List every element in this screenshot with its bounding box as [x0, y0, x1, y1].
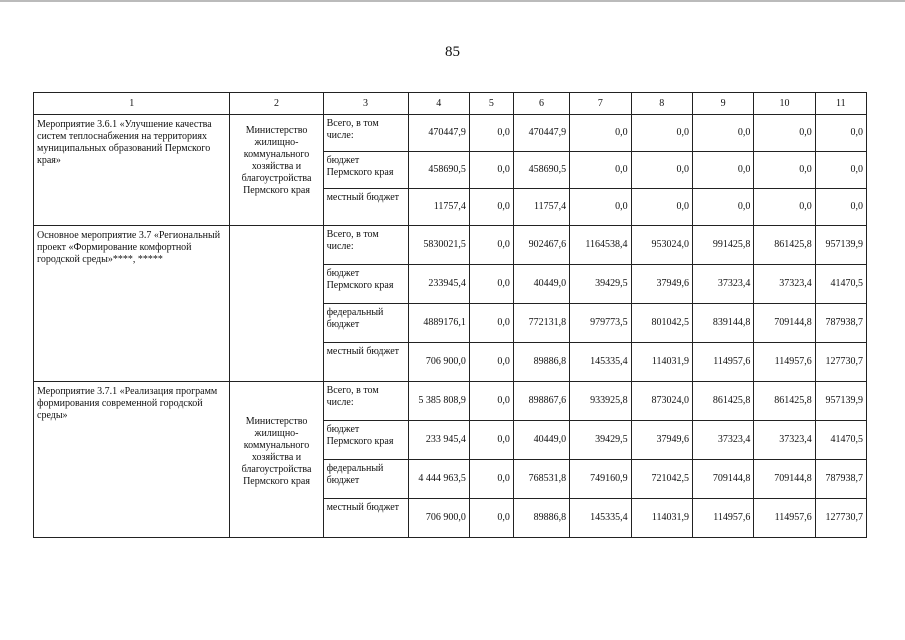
- value-cell: 953024,0: [631, 226, 692, 265]
- activity-name: Основное мероприятие 3.7 «Региональный проект «Формирование комфортной городской среды»****, *****: [34, 226, 230, 382]
- value-cell: 39429,5: [570, 265, 631, 304]
- value-cell: 0,0: [469, 304, 513, 343]
- activity-name: Мероприятие 3.6.1 «Улучшение качества систем теплоснабжения на территориях муниципальных образований Пермского края»: [34, 115, 230, 226]
- value-cell: 709144,8: [754, 304, 815, 343]
- value-cell: 114031,9: [631, 499, 692, 538]
- funding-source: бюджет Пермского края: [323, 265, 408, 304]
- value-cell: 861425,8: [754, 382, 815, 421]
- page-number: 85: [445, 44, 460, 60]
- value-cell: 787938,7: [815, 460, 866, 499]
- value-cell: 0,0: [469, 189, 513, 226]
- value-cell: 749160,9: [570, 460, 631, 499]
- activity-name: Мероприятие 3.7.1 «Реализация программ формирования современной городской среды»: [34, 382, 230, 538]
- value-cell: 991425,8: [692, 226, 753, 265]
- value-cell: 127730,7: [815, 343, 866, 382]
- value-cell: 706 900,0: [408, 343, 469, 382]
- value-cell: 0,0: [815, 152, 866, 189]
- value-cell: 40449,0: [513, 265, 569, 304]
- value-cell: 145335,4: [570, 343, 631, 382]
- value-cell: 0,0: [692, 189, 753, 226]
- value-cell: 40449,0: [513, 421, 569, 460]
- value-cell: 839144,8: [692, 304, 753, 343]
- value-cell: 233 945,4: [408, 421, 469, 460]
- funding-source: бюджет Пермского края: [323, 152, 408, 189]
- value-cell: 89886,8: [513, 343, 569, 382]
- value-cell: 0,0: [469, 115, 513, 152]
- value-cell: 145335,4: [570, 499, 631, 538]
- value-cell: 37323,4: [754, 421, 815, 460]
- value-cell: 5830021,5: [408, 226, 469, 265]
- funding-source: местный бюджет: [323, 343, 408, 382]
- value-cell: 0,0: [469, 226, 513, 265]
- header-row: [34, 93, 867, 115]
- value-cell: 709144,8: [692, 460, 753, 499]
- value-cell: 787938,7: [815, 304, 866, 343]
- column-header: 4: [408, 93, 469, 115]
- value-cell: 898867,6: [513, 382, 569, 421]
- funding-source: федеральный бюджет: [323, 460, 408, 499]
- value-cell: 768531,8: [513, 460, 569, 499]
- funding-source: бюджет Пермского края: [323, 421, 408, 460]
- value-cell: 0,0: [570, 115, 631, 152]
- funding-source: Всего, в том числе:: [323, 115, 408, 152]
- value-cell: 1164538,4: [570, 226, 631, 265]
- value-cell: 902467,6: [513, 226, 569, 265]
- column-header: 11: [815, 93, 866, 115]
- value-cell: 37949,6: [631, 265, 692, 304]
- column-header: 3: [323, 93, 408, 115]
- value-cell: 706 900,0: [408, 499, 469, 538]
- value-cell: 0,0: [692, 152, 753, 189]
- value-cell: 114957,6: [692, 343, 753, 382]
- value-cell: 39429,5: [570, 421, 631, 460]
- value-cell: 114957,6: [692, 499, 753, 538]
- page-top-edge: [0, 0, 905, 2]
- column-header: 8: [631, 93, 692, 115]
- value-cell: 709144,8: [754, 460, 815, 499]
- table-row: [34, 226, 867, 265]
- value-cell: 37323,4: [692, 265, 753, 304]
- column-header: 1: [34, 93, 230, 115]
- value-cell: 0,0: [815, 189, 866, 226]
- column-header: 9: [692, 93, 753, 115]
- value-cell: 470447,9: [408, 115, 469, 152]
- funding-source: местный бюджет: [323, 499, 408, 538]
- value-cell: 37323,4: [692, 421, 753, 460]
- value-cell: 861425,8: [692, 382, 753, 421]
- value-cell: 801042,5: [631, 304, 692, 343]
- value-cell: 0,0: [754, 189, 815, 226]
- funding-source: федеральный бюджет: [323, 304, 408, 343]
- value-cell: 0,0: [570, 152, 631, 189]
- table-row: [34, 382, 867, 421]
- value-cell: 873024,0: [631, 382, 692, 421]
- value-cell: 0,0: [754, 152, 815, 189]
- value-cell: 4 444 963,5: [408, 460, 469, 499]
- value-cell: 114957,6: [754, 343, 815, 382]
- value-cell: 957139,9: [815, 226, 866, 265]
- value-cell: 957139,9: [815, 382, 866, 421]
- value-cell: 89886,8: [513, 499, 569, 538]
- value-cell: 0,0: [631, 115, 692, 152]
- value-cell: 0,0: [754, 115, 815, 152]
- value-cell: 0,0: [631, 152, 692, 189]
- funding-source: Всего, в том числе:: [323, 382, 408, 421]
- value-cell: 5 385 808,9: [408, 382, 469, 421]
- column-header: 6: [513, 93, 569, 115]
- value-cell: 0,0: [469, 460, 513, 499]
- funding-source: местный бюджет: [323, 189, 408, 226]
- value-cell: 861425,8: [754, 226, 815, 265]
- value-cell: 11757,4: [513, 189, 569, 226]
- value-cell: 0,0: [469, 421, 513, 460]
- responsible-agency: Министерство жилищно-коммунального хозяйства и благоустройства Пермского края: [230, 382, 323, 538]
- funding-source: Всего, в том числе:: [323, 226, 408, 265]
- value-cell: 127730,7: [815, 499, 866, 538]
- column-header: 2: [230, 93, 323, 115]
- value-cell: 0,0: [469, 382, 513, 421]
- value-cell: 0,0: [631, 189, 692, 226]
- budget-table: [33, 92, 867, 538]
- value-cell: 233945,4: [408, 265, 469, 304]
- value-cell: 114957,6: [754, 499, 815, 538]
- value-cell: 114031,9: [631, 343, 692, 382]
- value-cell: 41470,5: [815, 265, 866, 304]
- value-cell: 0,0: [469, 343, 513, 382]
- value-cell: 0,0: [469, 499, 513, 538]
- column-header: 5: [469, 93, 513, 115]
- value-cell: 0,0: [692, 115, 753, 152]
- value-cell: 721042,5: [631, 460, 692, 499]
- responsible-agency: [230, 226, 323, 382]
- value-cell: 37323,4: [754, 265, 815, 304]
- value-cell: 0,0: [469, 152, 513, 189]
- value-cell: 458690,5: [513, 152, 569, 189]
- value-cell: 772131,8: [513, 304, 569, 343]
- value-cell: 458690,5: [408, 152, 469, 189]
- value-cell: 0,0: [570, 189, 631, 226]
- value-cell: 41470,5: [815, 421, 866, 460]
- value-cell: 470447,9: [513, 115, 569, 152]
- column-header: 10: [754, 93, 815, 115]
- value-cell: 37949,6: [631, 421, 692, 460]
- responsible-agency: Министерство жилищно-коммунального хозяйства и благоустройства Пермского края: [230, 115, 323, 226]
- value-cell: 0,0: [469, 265, 513, 304]
- value-cell: 933925,8: [570, 382, 631, 421]
- table-row: [34, 115, 867, 152]
- value-cell: 979773,5: [570, 304, 631, 343]
- value-cell: 4889176,1: [408, 304, 469, 343]
- column-header: 7: [570, 93, 631, 115]
- value-cell: 11757,4: [408, 189, 469, 226]
- value-cell: 0,0: [815, 115, 866, 152]
